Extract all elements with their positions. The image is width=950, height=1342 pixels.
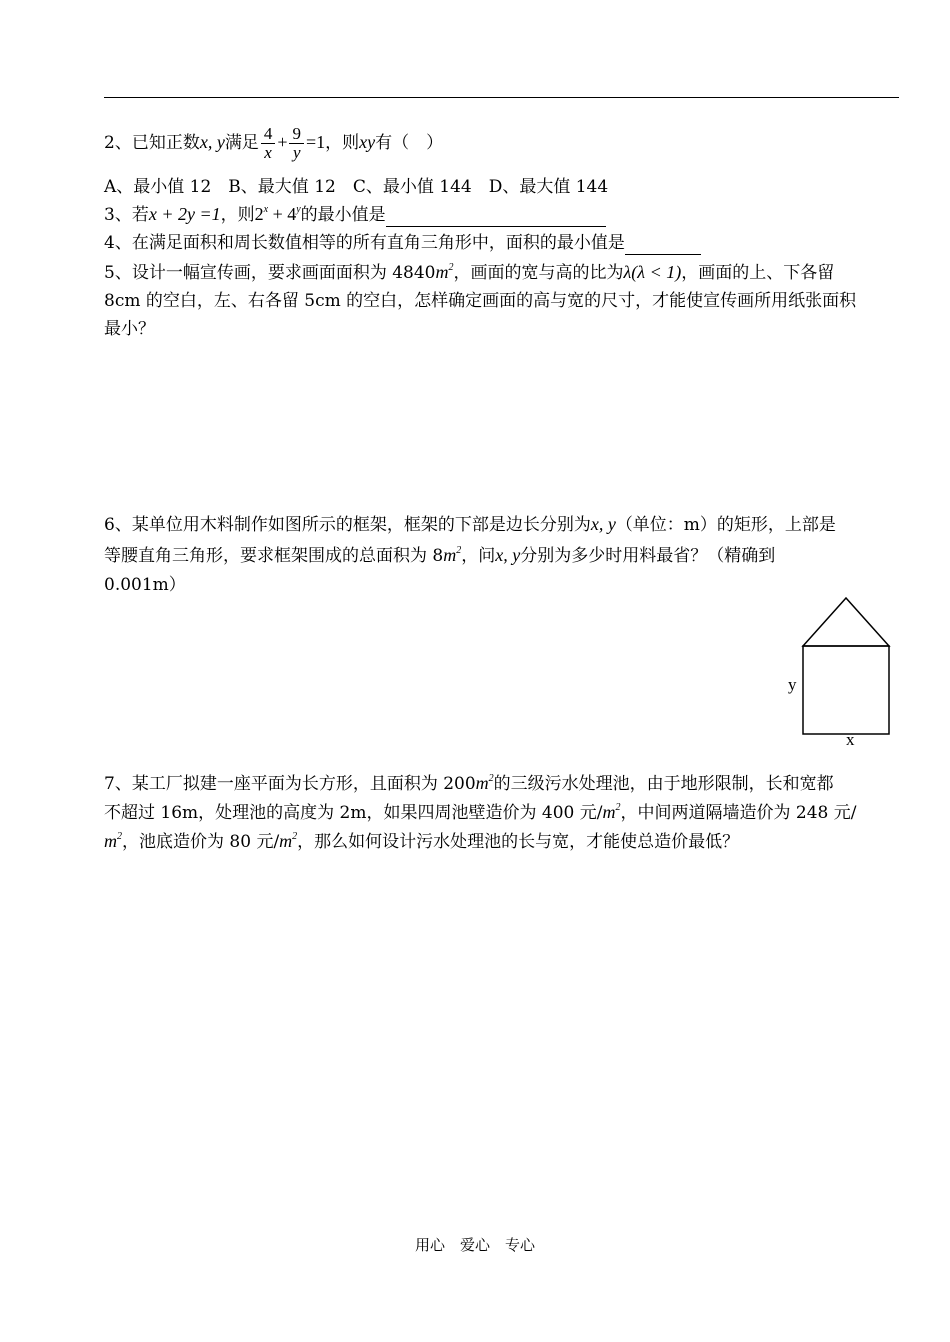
q6-text-e: 分别为多少时用料最省？（精确到 <box>520 546 776 566</box>
q7-unit-m-3: m <box>104 831 117 851</box>
question-6-line-3: 0.001m） <box>104 575 186 595</box>
q4-answer-blank[interactable] <box>625 232 701 255</box>
q2-then: ，则 <box>325 133 360 153</box>
q3-base-2: 2 <box>254 204 264 224</box>
question-5-line-3: 最小？ <box>104 319 155 339</box>
q5-unit-exponent: 2 <box>448 262 454 273</box>
question-7-line-3 <box>104 830 739 856</box>
q7-unit-exponent-4: 2 <box>292 831 298 842</box>
q2-satisfy: 满足 <box>224 133 259 153</box>
question-2-options: A、最小值 12 B、最大值 12 C、最小值 144 D、最大值 144 <box>104 177 609 197</box>
q5-lambda: λ(λ < 1) <box>623 262 682 282</box>
q5-text-a: 5、设计一幅宣传画，要求画面面积为 4840 <box>104 263 436 283</box>
q3-prefix: 3、若 <box>104 205 149 225</box>
q7-unit-m-2: m <box>602 802 616 822</box>
q7-text-a: 7、某工厂拟建一座平面为长方形，且面积为 200 <box>104 774 476 794</box>
q6-text-a: 6、某单位用木料制作如图所示的框架，框架的下部是边长分别为 <box>104 515 591 535</box>
question-6-line-2 <box>104 544 775 570</box>
question-5-line-2: 8cm 的空白，左、右各留 5cm 的空白，怎样确定画面的高与宽的尺寸，才能使宣传画所用纸张面积 <box>104 291 857 311</box>
page-footer: 用心 爱心 专心 <box>414 1236 535 1254</box>
q7-text-f: ，那么如何设计污水处理池的长与宽，才能使总造价最低？ <box>297 832 740 852</box>
q2-frac1-numerator: 4 <box>261 125 276 144</box>
q2-fraction-1 <box>261 125 276 162</box>
q5-text-b: ，画面的宽与高的比为 <box>453 263 624 283</box>
q2-vars: x, y <box>199 132 225 152</box>
question-4 <box>104 232 701 255</box>
question-7-line-2 <box>104 801 856 827</box>
q2-frac1-denominator: x <box>264 143 272 162</box>
question-6-line-1 <box>104 513 836 536</box>
q7-unit-exponent-3: 2 <box>117 831 122 842</box>
frame-figure <box>780 590 900 750</box>
q6-text-c: 等腰直角三角形，要求框架围成的总面积为 8 <box>104 546 444 566</box>
q3-answer-blank[interactable] <box>386 204 606 227</box>
q3-plus-4: + 4 <box>268 204 297 224</box>
q7-text-e: ，池底造价为 80 元/ <box>122 832 280 852</box>
question-3 <box>104 203 606 229</box>
q2-prefix: 2、已知正数 <box>104 133 200 153</box>
q6-unit-m: m <box>443 545 457 565</box>
question-5-line-1 <box>104 261 834 287</box>
q7-text-d: ，中间两道隔墙造价为 248 元/ <box>620 803 857 823</box>
label-y: y <box>788 675 797 694</box>
q2-frac2-denominator: y <box>292 143 301 162</box>
q2-plus: + <box>277 132 288 152</box>
q4-text: 4、在满足面积和周长数值相等的所有直角三角形中，面积的最小值是 <box>104 233 625 253</box>
q3-exponent-y: y <box>296 204 301 215</box>
q7-unit-exponent-2: 2 <box>615 802 621 813</box>
question-2 <box>104 122 443 163</box>
q3-condition: x + 2y =1 <box>148 204 221 224</box>
q3-exponent-x: x <box>263 204 269 215</box>
q6-vars: x, y <box>590 514 616 534</box>
q6-vars-2: x, y <box>495 545 521 565</box>
q6-unit-exponent: 2 <box>456 545 462 556</box>
q3-then: ，则 <box>220 205 255 225</box>
q5-unit-m: m <box>435 262 449 282</box>
q6-text-d: ，问 <box>461 546 496 566</box>
q3-tail: 的最小值是 <box>300 205 386 225</box>
q2-xy: xy <box>359 132 376 152</box>
q7-text-b: 的三级污水处理池，由于地形限制，长和宽都 <box>493 774 834 794</box>
q7-unit-m-4: m <box>279 831 293 851</box>
q6-text-b: （单位：m）的矩形，上部是 <box>615 515 836 535</box>
q2-frac2-numerator: 9 <box>289 125 304 144</box>
frame-triangle <box>803 598 889 646</box>
q2-tail: 有（ ） <box>375 133 444 153</box>
q7-unit-m-1: m <box>475 773 489 793</box>
frame-rectangle <box>803 646 889 734</box>
label-x: x <box>846 730 855 749</box>
q2-equals: =1 <box>305 132 326 152</box>
q5-text-c: ，画面的上、下各留 <box>681 263 835 283</box>
q7-unit-exponent-1: 2 <box>488 773 494 784</box>
question-7-line-1 <box>104 772 834 798</box>
q2-fraction-2 <box>289 125 304 162</box>
q7-text-c: 不超过 16m，处理池的高度为 2m，如果四周池壁造价为 400 元/ <box>104 803 603 823</box>
header-rule <box>104 97 899 98</box>
